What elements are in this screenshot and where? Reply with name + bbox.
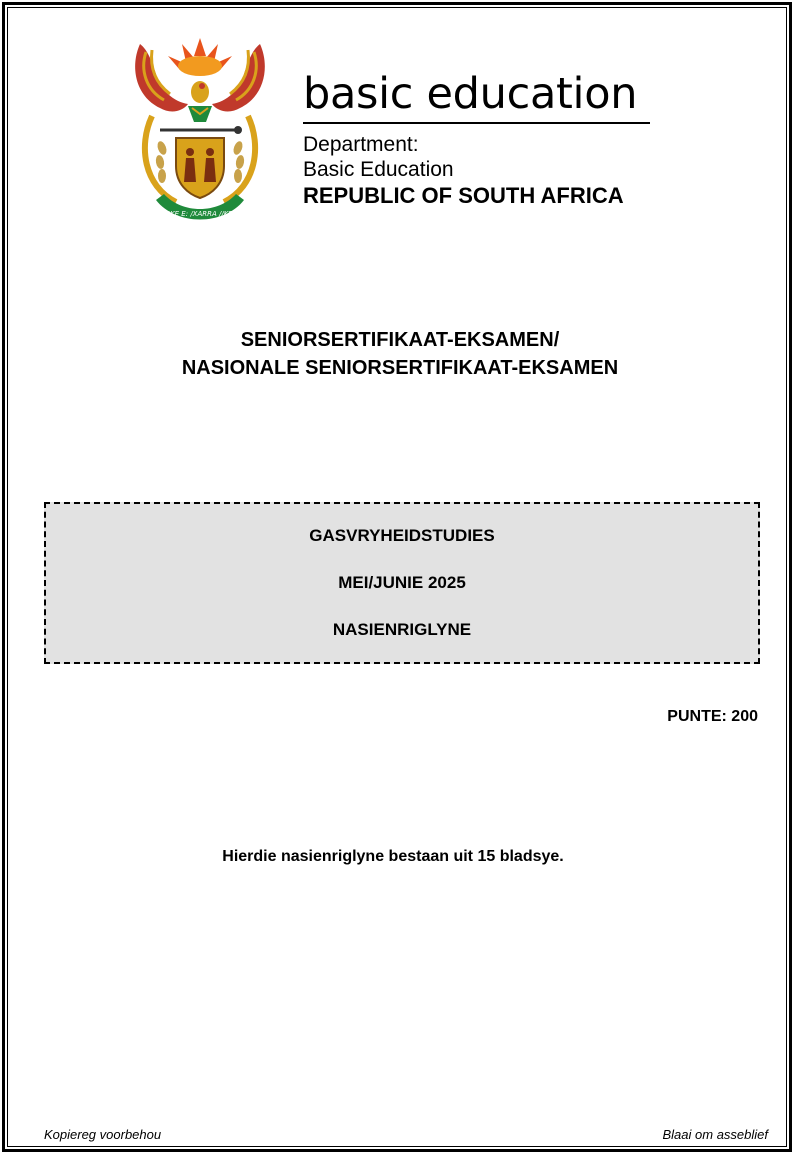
footer-copyright: Kopiereg voorbehou — [44, 1127, 162, 1142]
exam-session: MEI/JUNIE 2025 — [338, 573, 466, 592]
country-name: REPUBLIC OF SOUTH AFRICA — [303, 183, 624, 208]
brand-name: basic education — [303, 69, 638, 119]
subject-box — [44, 502, 760, 664]
department-label: Department: — [303, 133, 419, 156]
total-marks: PUNTE: 200 — [667, 708, 758, 725]
exam-title-line-1: SENIORSERTIFIKAAT-EKSAMEN/ — [240, 329, 560, 351]
brand-underline — [303, 122, 650, 124]
department-name: Basic Education — [303, 158, 454, 181]
document-type: NASIENRIGLYNE — [332, 620, 472, 639]
subject-name: GASVRYHEIDSTUDIES — [309, 526, 495, 545]
motto-text: !KE E: /XARRA //KE — [167, 210, 233, 218]
footer-turn-over: Blaai om asseblief — [662, 1127, 768, 1142]
sun-icon — [168, 38, 232, 76]
exam-title-line-2: NASIONALE SENIORSERTIFIKAAT-EKSAMEN — [181, 357, 619, 379]
bird-head-icon — [188, 81, 212, 122]
coat-of-arms-logo — [130, 36, 270, 226]
department-branding — [303, 68, 653, 210]
page-count-note: Hierdie nasienriglyne bestaan uit 15 bladsye. — [222, 848, 564, 865]
shield-icon — [176, 138, 224, 198]
